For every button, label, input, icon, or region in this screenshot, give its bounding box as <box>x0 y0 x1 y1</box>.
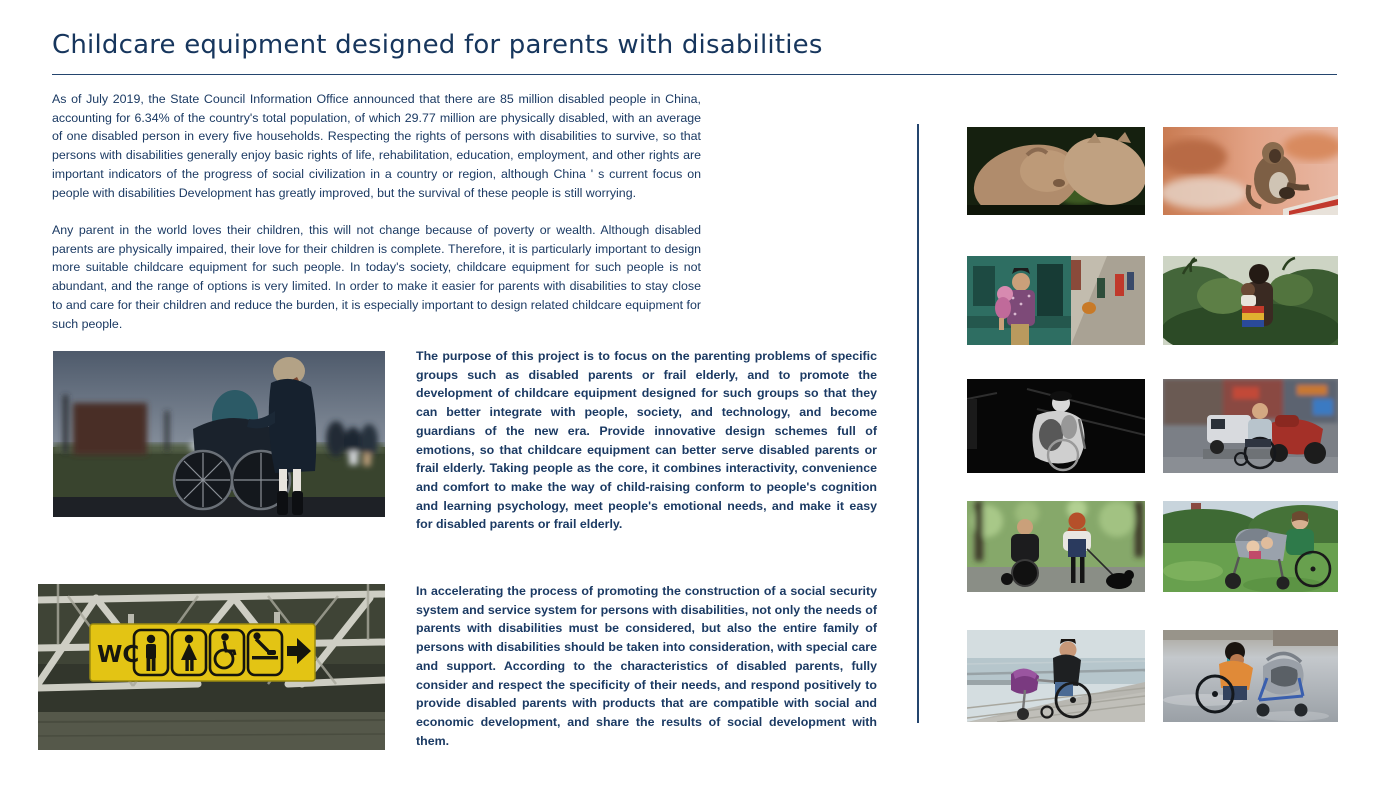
paragraph-intro-statistics: As of July 2019, the State Council Information Office announced that there are 85 million disabled people in China, accounting for 6.34% of the country's total population, of which 29.77 million are physically disabled, with an average of one disabled person in every five households. Respecting the rights of persons with disabilities to survive, so that persons with disabilities generally enjoy basic rights of life, rehabilitation, education, employment, and other rights are important indicators of the progress of social civilization in a country or region, although China ' s current focus on people with disabilities Development has greatly improved, but the survival of these people is still worrying. <box>52 92 701 200</box>
photo-woman-assisting-wheelchair-user <box>53 351 385 517</box>
paragraph-social-security: In accelerating the process of promoting the construction of a social security system and service system for persons with disabilities, not only the needs of parents with disabilities must be considered, but also the entire family of persons with disabilities should be taken into consideration, with special care and support. According to the characteristics of disabled parents, fully consider and respect the specificity of their needs, and respond positively to provide disabled parents with products that are compatible with social and economic development, and share the results of social development with them. <box>416 584 877 748</box>
photo-father-wheelchair-stroller-pier <box>967 630 1145 722</box>
photo-mother-wheelchair-double-stroller <box>1163 501 1338 592</box>
photo-wc-sign <box>38 584 385 750</box>
paragraph-parent-love: Any parent in the world loves their children, this will not change because of poverty or wealth. Although disabled parents are physically impaired, their love for their children is complete. Therefore, it is particularly important to design more suitable childcare equipment for such people. In today's society, childcare equipment for such people is not abundant, and the range of options is very limited. In order to make it easier for parents with disabilities to stay close to and care for their children and reduce the burden, it is especially important to design related childcare equipment for such people. <box>52 223 701 331</box>
photo-wc-sign-art <box>38 584 385 750</box>
paragraph-project-purpose: The purpose of this project is to focus on the parenting problems of specific groups such as disabled parents or frail elderly, and to promote the development of childcare equipment designed for such groups so that they can better integrate with people, society, and technology, and become guardians of the new era. Provide innovative design schemes full of emotions, so that childcare equipment can better serve disabled parents or frail elderly. Taking people as the core, it combines interactivity, convenience and comfort to make the way of child-raising conform to people's cognition and learning psychology, meet people's emotional needs, and make it easy for disabled parents or frail elderly. <box>416 349 877 532</box>
page-title: Childcare equipment designed for parents with disabilities <box>52 30 823 60</box>
photo-mother-wheelchair-infant-carseat <box>1163 630 1338 722</box>
wc-label: WC <box>97 642 140 668</box>
photo-wheelchair-user-black-and-white <box>967 379 1145 473</box>
photo-monkey-with-infant <box>1163 127 1338 215</box>
vertical-divider <box>917 124 919 723</box>
photo-father-holding-child-street <box>967 256 1145 345</box>
photo-parent-carrying-baby-on-back <box>1163 256 1338 345</box>
photo-elderly-man-wheelchair-street <box>1163 379 1338 473</box>
photo-lionesses-nuzzling <box>967 127 1145 215</box>
photo-woman-assisting-wheelchair-user-art <box>53 351 385 517</box>
photo-couple-wheelchair-prosthetics-dog <box>967 501 1145 592</box>
title-divider <box>52 74 1337 75</box>
wc-sign-board <box>90 624 315 681</box>
